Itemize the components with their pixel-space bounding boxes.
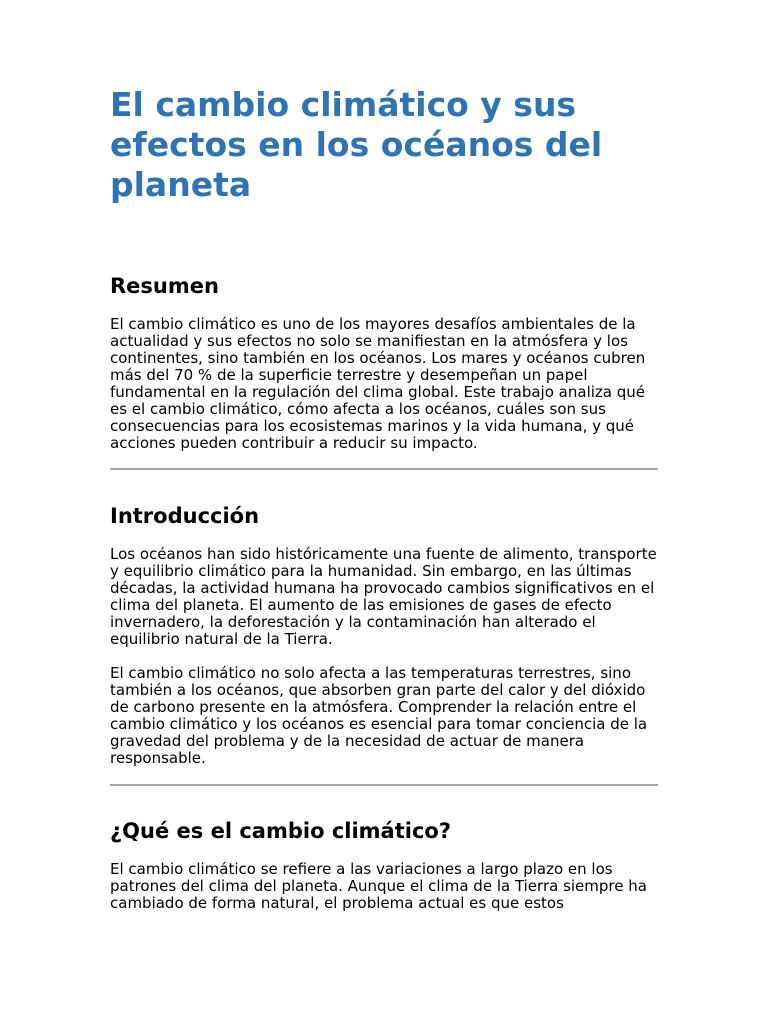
section-que-es: [110, 818, 658, 912]
section-heading-introduccion: Introducción: [110, 504, 260, 528]
introduccion-paragraph-2: El cambio climático no solo afecta a las temperaturas terrestres, sino también a los océanos, que absorben gran parte del calor y del dióxido de carbono presente en la atmósfera. Comprender la relación entre el cambio climático y los océanos es esencial para tomar conciencia de la gravedad del problema y de la necesidad de actuar de manera responsable.: [110, 664, 648, 767]
section-heading-resumen: Resumen: [110, 274, 219, 298]
que-es-paragraph: El cambio climático se refiere a las variaciones a largo plazo en los patrones del clima del planeta. Aunque el clima de la Tierra siempre ha cambiado de forma natural, el problema actual es que estos: [110, 860, 647, 912]
section-introduccion: [110, 503, 658, 767]
resumen-paragraph: El cambio climático es uno de los mayores desafíos ambientales de la actualidad y sus efectos no solo se manifiestan en la atmósfera y los continentes, sino también en los océanos. Los mares y océanos cubren más del 70 % de la superficie terrestre y desempeñan un papel fundamental en la regulación del clima global. Este trabajo analiza qué es el cambio climático, cómo afecta a los océanos, cuáles son sus consecuencias para los ecosistemas marinos y la vida humana, y qué acciones pueden contribuir a reducir su impacto.: [110, 315, 646, 452]
section-resumen: [110, 273, 658, 452]
document-title: El cambio climático y sus efectos en los océanos del planeta: [110, 85, 603, 204]
section-divider: [110, 784, 658, 786]
section-heading-que-es: ¿Qué es el cambio climático?: [110, 819, 452, 843]
introduccion-paragraph-1: Los océanos han sido históricamente una fuente de alimento, transporte y equilibrio climático para la humanidad. Sin embargo, en las últimas décadas, la actividad humana ha provocado cambios significativos en el clima del planeta. El aumento de las emisiones de gases de efecto invernadero, la deforestación y la contaminación han alterado el equilibrio natural de la Tierra.: [110, 545, 657, 648]
section-divider: [110, 468, 658, 470]
